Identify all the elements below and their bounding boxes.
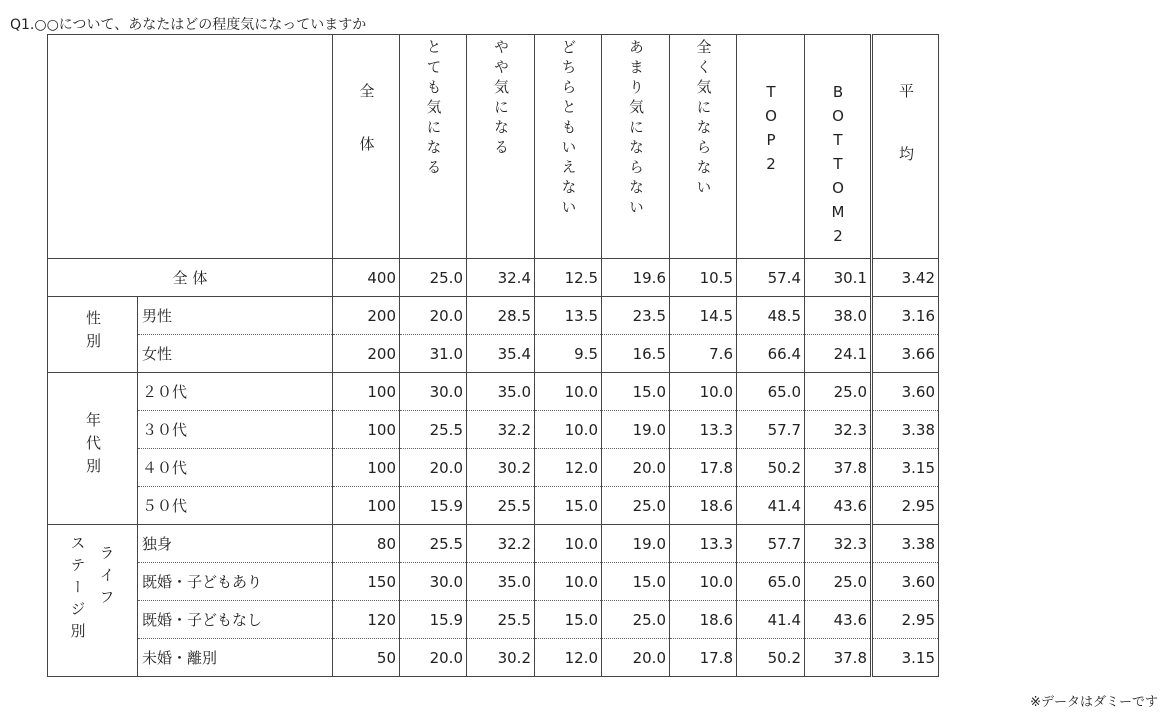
cell: 25.0 [805, 563, 872, 601]
cell: 30.0 [400, 563, 467, 601]
cell: 57.4 [737, 259, 805, 297]
cell: 13.3 [670, 525, 737, 563]
cell: 25.5 [467, 601, 535, 639]
row-label: 既婚・子どもなし [138, 601, 333, 639]
col-header-neutral: どちらともいえない [535, 35, 602, 259]
cell: 10.0 [535, 563, 602, 601]
cell: 12.0 [535, 639, 602, 677]
cell: 32.2 [467, 411, 535, 449]
cell: 100 [333, 449, 400, 487]
col-header-somewhat: やや気になる [467, 35, 535, 259]
cell: 120 [333, 601, 400, 639]
cell: 35.0 [467, 373, 535, 411]
col-header-average: 平均 [872, 35, 939, 259]
col-header-not-much: あまり気にならない [602, 35, 670, 259]
cell: 25.0 [400, 259, 467, 297]
cell: 32.4 [467, 259, 535, 297]
cell: 20.0 [602, 639, 670, 677]
cell: 7.6 [670, 335, 737, 373]
cell: 15.9 [400, 601, 467, 639]
row-label: ２０代 [138, 373, 333, 411]
table-row [48, 297, 939, 335]
cell: 30.2 [467, 449, 535, 487]
cell: 17.8 [670, 449, 737, 487]
cell: 15.0 [602, 373, 670, 411]
cell: 10.0 [535, 411, 602, 449]
table-row [48, 487, 939, 525]
cell: 16.5 [602, 335, 670, 373]
cell: 35.0 [467, 563, 535, 601]
dummy-data-note: ※データはダミーです [1030, 695, 1158, 710]
cell: 14.5 [670, 297, 737, 335]
group-label-gender: 性別 [48, 297, 138, 373]
cell: 43.6 [805, 487, 872, 525]
cell: 32.2 [467, 525, 535, 563]
table-row [48, 601, 939, 639]
cell: 20.0 [400, 449, 467, 487]
cell: 3.60 [872, 373, 939, 411]
cell: 43.6 [805, 601, 872, 639]
cell: 50.2 [737, 639, 805, 677]
group-label-lifestage: ライフ ステージ別 [48, 525, 138, 677]
cell: 3.38 [872, 411, 939, 449]
cell: 10.0 [535, 525, 602, 563]
cell: 20.0 [400, 639, 467, 677]
cell: 38.0 [805, 297, 872, 335]
cell: 48.5 [737, 297, 805, 335]
cell: 57.7 [737, 525, 805, 563]
cell: 200 [333, 335, 400, 373]
cell: 41.4 [737, 601, 805, 639]
cell: 10.0 [670, 373, 737, 411]
cell: 25.5 [467, 487, 535, 525]
cell: 30.0 [400, 373, 467, 411]
cell: 12.0 [535, 449, 602, 487]
cell: 25.0 [602, 601, 670, 639]
cell: 15.0 [535, 601, 602, 639]
row-label: ３０代 [138, 411, 333, 449]
cell: 37.8 [805, 449, 872, 487]
cell: 18.6 [670, 601, 737, 639]
cell: 2.95 [872, 487, 939, 525]
crosstab-table [47, 34, 939, 677]
cell: 25.0 [805, 373, 872, 411]
cell: 41.4 [737, 487, 805, 525]
row-label: ４０代 [138, 449, 333, 487]
cell: 18.6 [670, 487, 737, 525]
cell: 50.2 [737, 449, 805, 487]
cell: 25.5 [400, 411, 467, 449]
cell: 3.16 [872, 297, 939, 335]
total-row-label: 全 体 [48, 259, 333, 297]
cell: 13.5 [535, 297, 602, 335]
cell: 65.0 [737, 373, 805, 411]
cell: 30.1 [805, 259, 872, 297]
cell: 150 [333, 563, 400, 601]
row-label: 男性 [138, 297, 333, 335]
cell: 30.2 [467, 639, 535, 677]
cell: 50 [333, 639, 400, 677]
question-title: Q1.○○について、あなたはどの程度気になっていますか [10, 17, 367, 33]
cell: 23.5 [602, 297, 670, 335]
cell: 3.15 [872, 639, 939, 677]
cell: 3.38 [872, 525, 939, 563]
cell: 19.0 [602, 411, 670, 449]
cell: 20.0 [602, 449, 670, 487]
cell: 28.5 [467, 297, 535, 335]
col-header-bottom2: BOTTOM2 [805, 35, 872, 259]
cell: 15.0 [602, 563, 670, 601]
table-row [48, 335, 939, 373]
cell: 65.0 [737, 563, 805, 601]
cell: 9.5 [535, 335, 602, 373]
cell: 3.42 [872, 259, 939, 297]
row-label: 未婚・離別 [138, 639, 333, 677]
cell: 10.5 [670, 259, 737, 297]
col-header-top2: TOP2 [737, 35, 805, 259]
row-label: 女性 [138, 335, 333, 373]
table-row [48, 373, 939, 411]
total-row [48, 259, 939, 297]
cell: 12.5 [535, 259, 602, 297]
cell: 31.0 [400, 335, 467, 373]
header-corner [48, 35, 333, 259]
table-row [48, 525, 939, 563]
cell: 15.9 [400, 487, 467, 525]
cell: 17.8 [670, 639, 737, 677]
table-row [48, 411, 939, 449]
cell: 24.1 [805, 335, 872, 373]
cell: 32.3 [805, 411, 872, 449]
cell: 10.0 [670, 563, 737, 601]
group-label-age: 年代別 [48, 373, 138, 525]
table-row [48, 639, 939, 677]
cell: 13.3 [670, 411, 737, 449]
cell: 25.0 [602, 487, 670, 525]
cell: 3.15 [872, 449, 939, 487]
cell: 15.0 [535, 487, 602, 525]
cell: 19.6 [602, 259, 670, 297]
cell: 100 [333, 373, 400, 411]
row-label: 独身 [138, 525, 333, 563]
cell: 100 [333, 487, 400, 525]
cell: 35.4 [467, 335, 535, 373]
row-label: ５０代 [138, 487, 333, 525]
cell: 200 [333, 297, 400, 335]
header-row [48, 35, 939, 259]
cell: 57.7 [737, 411, 805, 449]
row-label: 既婚・子どもあり [138, 563, 333, 601]
cell: 66.4 [737, 335, 805, 373]
col-header-total: 全体 [333, 35, 400, 259]
col-header-not-at-all: 全く気にならない [670, 35, 737, 259]
cell: 20.0 [400, 297, 467, 335]
cell: 25.5 [400, 525, 467, 563]
cell: 100 [333, 411, 400, 449]
cell: 32.3 [805, 525, 872, 563]
cell: 37.8 [805, 639, 872, 677]
table-row [48, 563, 939, 601]
table-row [48, 449, 939, 487]
cell: 3.66 [872, 335, 939, 373]
cell: 400 [333, 259, 400, 297]
cell: 2.95 [872, 601, 939, 639]
cell: 80 [333, 525, 400, 563]
col-header-very: とても気になる [400, 35, 467, 259]
cell: 3.60 [872, 563, 939, 601]
cell: 19.0 [602, 525, 670, 563]
cell: 10.0 [535, 373, 602, 411]
